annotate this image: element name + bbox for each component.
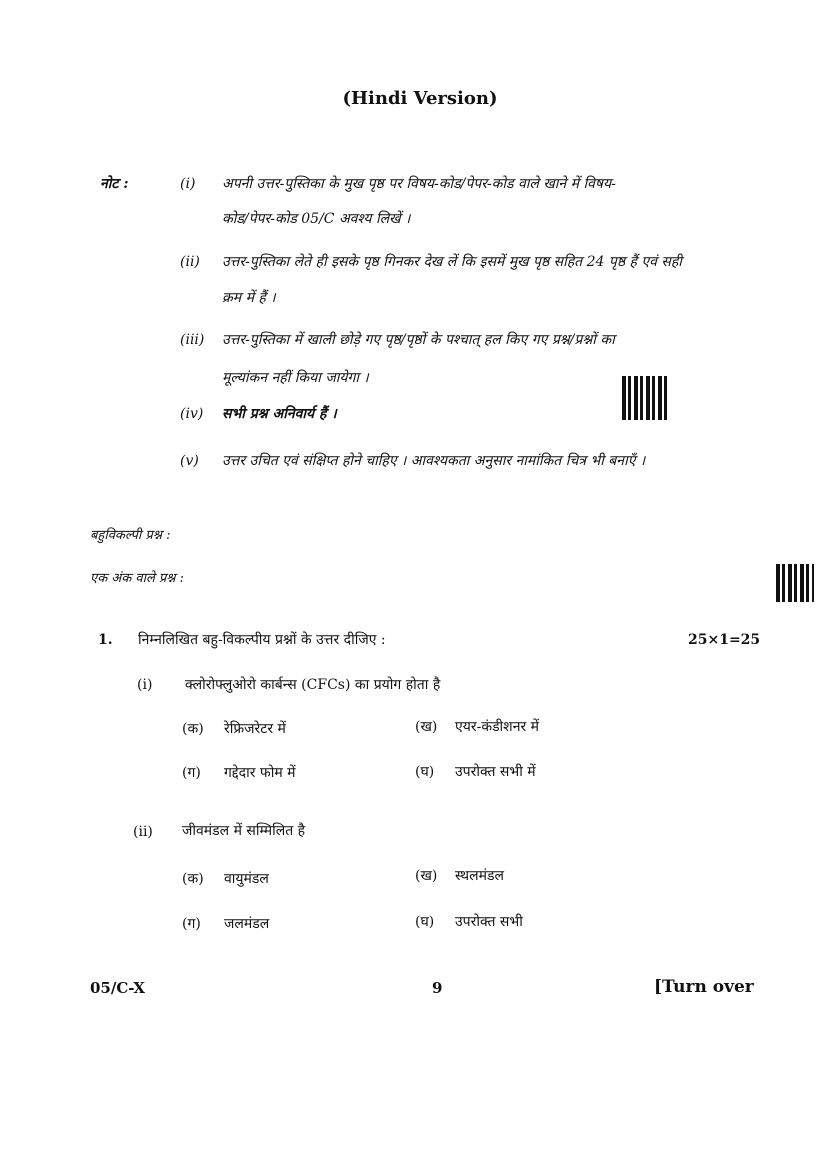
note-num: (ii): [180, 254, 200, 270]
note-text: सभी प्रश्न अनिवार्य हैं ।: [222, 406, 337, 422]
option-text: स्थलमंडल: [455, 868, 504, 884]
option-text: उपरोक्त सभी में: [455, 764, 536, 780]
option-key: (क): [182, 721, 204, 737]
note-text: क्रम में हैं ।: [222, 290, 276, 306]
sub-question-text: क्लोरोफ्लुओरो कार्बन्स (CFCs) का प्रयोग होता है: [185, 677, 441, 693]
note-text: कोड/पेपर-कोड 05/C अवश्य लिखें ।: [222, 211, 411, 227]
page-number: 9: [432, 979, 443, 997]
option-key: (ग): [182, 916, 201, 932]
page-title: (Hindi Version): [342, 88, 498, 109]
sub-question-number: (i): [137, 677, 153, 693]
question-marks: 25×1=25: [688, 632, 761, 648]
note-num: (i): [180, 176, 196, 192]
note-num: (v): [180, 453, 199, 469]
option-key: (घ): [415, 914, 435, 930]
question-text: निम्नलिखित बहु-विकल्पीय प्रश्नों के उत्तर दीजिए :: [138, 632, 386, 648]
option-text: जलमंडल: [224, 916, 270, 932]
option-key: (घ): [415, 764, 435, 780]
note-label: नोट :: [100, 176, 129, 192]
qr-code: [776, 564, 814, 602]
note-text: उत्तर उचित एवं संक्षिप्त होने चाहिए । आवश्यकता अनुसार नामांकित चित्र भी बनाएँ ।: [222, 453, 646, 469]
datamatrix-code: [622, 376, 668, 420]
note-num: (iv): [180, 406, 204, 422]
sub-question-text: जीवमंडल में सम्मिलित है: [182, 823, 306, 839]
option-text: वायुमंडल: [224, 871, 269, 887]
sub-question-number: (ii): [133, 824, 153, 840]
note-text: अपनी उत्तर-पुस्तिका के मुख पृष्ठ पर विषय-कोड/पेपर-कोड वाले खाने में विषय-: [222, 176, 616, 192]
option-text: उपरोक्त सभी: [455, 914, 523, 930]
turn-over: [Turn over: [654, 977, 754, 997]
note-text: उत्तर-पुस्तिका में खाली छोड़े गए पृष्ठ/पृष्ठों के पश्चात् हल किए गए प्रश्न/प्रश्नों का: [222, 332, 615, 348]
option-text: रेफ्रिजरेटर में: [224, 721, 286, 737]
question-number: 1.: [98, 632, 113, 648]
paper-code: 05/C-X: [90, 979, 146, 997]
option-key: (ख): [415, 868, 438, 884]
section-subheading: एक अंक वाले प्रश्न :: [90, 571, 184, 586]
option-key: (ग): [182, 765, 201, 781]
option-key: (ख): [415, 719, 438, 735]
note-num: (iii): [180, 332, 205, 348]
note-text: मूल्यांकन नहीं किया जायेगा ।: [222, 370, 369, 386]
note-text: उत्तर-पुस्तिका लेते ही इसके पृष्ठ गिनकर देख लें कि इसमें मुख पृष्ठ सहित 24 पृष्ठ हैं एवं सही: [222, 254, 682, 270]
option-text: गद्देदार फोम में: [224, 765, 296, 781]
option-key: (क): [182, 871, 204, 887]
option-text: एयर-कंडीशनर में: [455, 719, 540, 735]
section-heading: बहुविकल्पी प्रश्न :: [90, 528, 171, 543]
